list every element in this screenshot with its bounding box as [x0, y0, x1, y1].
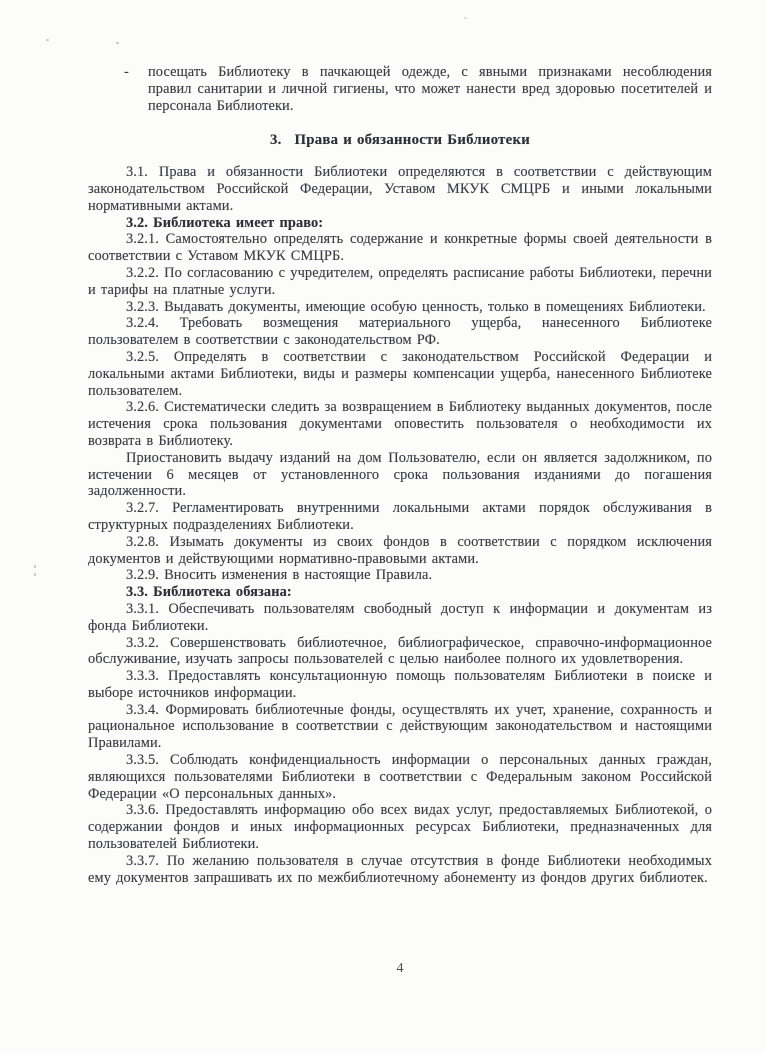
- paragraph-3-3-2: 3.3.2. Совершенствовать библиотечное, библиографическое, справочно-информационное обслуживание, изучать запросы пользователей с целью наиболее полного их удовлетворения.: [88, 634, 712, 668]
- page-number: 4: [396, 961, 404, 976]
- scan-speckle: [46, 39, 49, 41]
- scan-speckle: [116, 42, 119, 44]
- section-title: Права и обязанности Библиотеки: [294, 132, 531, 149]
- list-item-dress-code: [88, 64, 712, 114]
- document-body: [88, 64, 712, 886]
- paragraph-3-3-5: 3.3.5. Соблюдать конфиденциальность информации о персональных данных граждан, являющихся пользователями Библиотеки в соответствии с Федеральным законом Российской Федерации «О персональных данных».: [88, 752, 712, 802]
- paragraph-3-2-2: 3.2.2. По согласованию с учредителем, определять расписание работы Библиотеки, перечни и тарифы на платные услуги.: [88, 264, 712, 298]
- scan-speckle: [34, 573, 36, 576]
- paragraph-3-1: 3.1. Права и обязанности Библиотеки определяются в соответствии с действующим законодательством Российской Федерации, Уставом МКУК СМЦРБ и иными локальными нормативными актами.: [88, 164, 712, 214]
- paragraph-3-3-7: 3.3.7. По желанию пользователя в случае отсутствия в фонде Библиотеки необходимых ему документов запрашивать их по межбиблиотечному абонементу из фондов других библиотек.: [88, 852, 712, 886]
- bullet-dash-marker: -: [124, 64, 129, 80]
- section-number: 3.: [269, 132, 282, 149]
- scan-speckle: [34, 565, 36, 568]
- list-item-text: посещать Библиотеку в пачкающей одежде, с явными признаками несоблюдения правил санитарии и личной гигиены, что может нанести вред здоровью посетителей и персонала Библиотеки.: [148, 64, 712, 114]
- paragraph-3-2-3: 3.2.3. Выдавать документы, имеющие особую ценность, только в помещениях Библиотеки.: [126, 298, 706, 315]
- paragraph-3-2-7: 3.2.7. Регламентировать внутренними локальными актами порядок обслуживания в структурных подразделениях Библиотеки.: [88, 500, 712, 533]
- paragraph-3-3-6: 3.3.6. Предоставлять информацию обо всех видах услуг, предоставляемых Библиотекой, о содержании фондов и иных информационных ресурсах Библиотеки, предназначенных для пользователей Библиотеки.: [88, 802, 712, 853]
- paragraph-3-2-6: 3.2.6. Систематически следить за возвращением в Библиотеку выданных документов, после истечения срока пользования документами оповестить пользователя о необходимости их возврата в Библиотеку.: [88, 399, 712, 449]
- paragraph-3-3-4: 3.3.4. Формировать библиотечные фонды, осуществлять их учет, хранение, сохранность и рациональное использование в соответствии с действующим законодательством и настоящими Правилами.: [88, 701, 712, 752]
- paragraph-3-2-library-rights: 3.2. Библиотека имеет право:: [126, 214, 324, 231]
- paragraph-3-3-library-duties: 3.3. Библиотека обязана:: [126, 584, 292, 601]
- paragraph-3-2-5: 3.2.5. Определять в соответствии с законодательством Российской Федерации и локальными актами Библиотеки, виды и размеры компенсации ущерба, нанесенного Библиотеке пользователем.: [88, 348, 712, 399]
- paragraph-3-2-8: 3.2.8. Изымать документы из своих фондов в соответствии с порядком исключения документов и действующими нормативно-правовыми актами.: [88, 533, 712, 567]
- paragraph-3-2-9: 3.2.9. Вносить изменения в настоящие Правила.: [126, 567, 433, 584]
- paragraph-3-3-3: 3.3.3. Предоставлять консультационную помощь пользователям Библиотеки в поиске и выборе источников информации.: [88, 668, 712, 701]
- section-heading-rights-and-duties: [88, 132, 712, 149]
- paragraph-3-2-1: 3.2.1. Самостоятельно определять содержание и конкретные формы своей деятельности в соответствии с Уставом МКУК СМЦРБ.: [88, 231, 712, 265]
- paragraph-3-2-4: 3.2.4. Требовать возмещения материального ущерба, нанесенного Библиотеке пользователем в соответствии с законодательством РФ.: [88, 315, 712, 349]
- paragraph-3-3-1: 3.3.1. Обеспечивать пользователям свободный доступ к информации и документам из фонда Библиотеки.: [88, 600, 712, 634]
- scan-speckle: [464, 17, 467, 19]
- paragraph-3-2-6b-suspend-issuance: Приостановить выдачу изданий на дом Пользователю, если он является задолжником, по истечении 6 месяцев от установленного срока пользования изданиями до погашения задолженности.: [88, 449, 712, 500]
